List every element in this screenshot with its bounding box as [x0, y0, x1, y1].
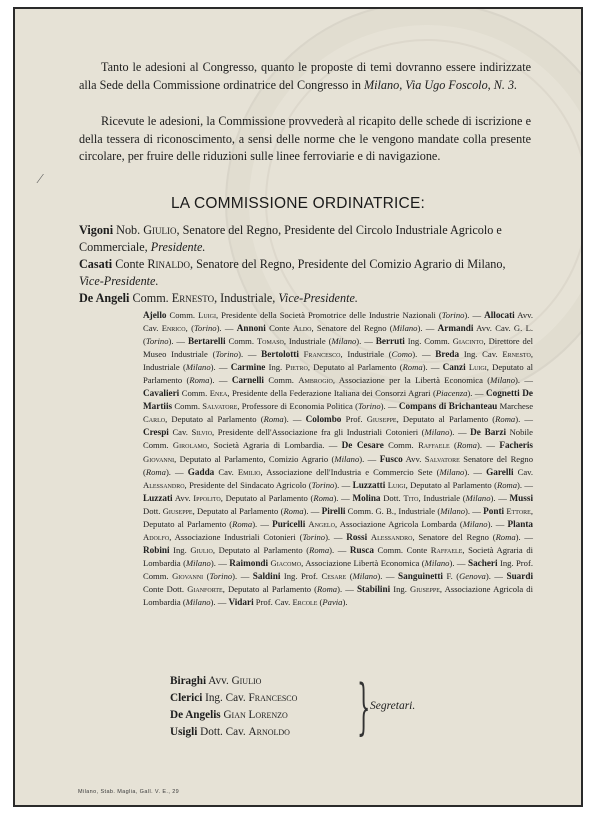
member-detail: ). —	[490, 492, 510, 503]
member-detail: Ing. Prof. Comm.	[143, 557, 533, 581]
member-first-name: Giuseppe	[366, 414, 397, 425]
member-surname: Carnelli	[231, 375, 264, 386]
member-detail: Comm.	[263, 375, 299, 386]
member-city: Roma	[402, 362, 423, 373]
secretaries-block	[170, 673, 470, 741]
member-detail: , Senatore del Regno (	[311, 323, 393, 334]
member-surname: Suardi	[506, 570, 534, 581]
member-first-name: Silvio	[191, 427, 213, 438]
member-first-name: Emilio	[237, 466, 261, 477]
member-city: Como	[391, 349, 413, 360]
brace-icon: }	[357, 672, 371, 742]
member-surname: Fusco	[379, 453, 403, 464]
member-detail: , Senatore del Regno (	[412, 531, 496, 542]
member-surname: Bertolotti	[261, 349, 299, 360]
member-surname: Bertarelli	[187, 336, 226, 347]
member-detail: , Associazione Agricola di Lombardia (	[143, 583, 533, 608]
member-detail: ). —	[210, 597, 229, 608]
member-detail: Comm. G. B., Industriale (	[345, 505, 441, 516]
member-detail: Dott.	[143, 505, 163, 516]
member-first-name: Giacinto	[452, 336, 484, 347]
member-surname: Colombo	[305, 414, 342, 425]
secretary-surname: Biraghi	[170, 675, 207, 687]
member-detail: , Presidente della Federazione Italiana dei Consorzi Agrari (	[227, 388, 436, 399]
member-city: Milano	[334, 453, 360, 464]
member-detail: (	[346, 570, 353, 581]
member-city: Milano	[185, 597, 211, 608]
member-detail: ). —	[325, 531, 347, 542]
member-detail: ).	[342, 597, 348, 608]
member-first-name: Giovanni	[143, 453, 175, 464]
member-city: Milano	[424, 557, 450, 568]
member-detail: , Presidente del Sindacato Agricolo (	[184, 479, 312, 490]
officer-position: Vice-Presidente.	[79, 274, 159, 288]
member-first-name: Giulio	[190, 544, 213, 555]
member-first-name: Giovanni	[172, 570, 204, 581]
member-first-name: Girolamo	[172, 440, 208, 451]
member-detail: ). —	[449, 427, 471, 438]
secretary-surname: Usigli	[170, 726, 198, 738]
member-surname: Breda	[435, 349, 460, 360]
member-first-name: Ernesto	[502, 349, 531, 360]
member-detail: Comm.	[166, 310, 199, 320]
member-detail: ). —	[238, 349, 262, 360]
member-surname: Rusca	[349, 544, 374, 555]
member-city: Milano	[462, 518, 488, 529]
paragraph-adhesions-text: Tanto le adesioni al Congresso, quanto le proposte di temi dovranno essere indirizzate alla Sede della Commissione ordinatrice del Congresso in	[79, 60, 531, 92]
member-surname: Compans di Brichanteau	[398, 401, 498, 412]
member-surname: De Barzi	[470, 427, 507, 438]
member-city: Roma	[309, 544, 330, 555]
member-first-name: Adolfo	[143, 531, 170, 542]
member-first-name: Tomaso	[256, 336, 284, 347]
member-detail: ). —	[380, 401, 399, 412]
member-detail: Dott.	[380, 492, 404, 503]
member-detail: Prof. Cav.	[253, 597, 293, 608]
secretary-first-name: Gian Lorenzo	[223, 709, 288, 721]
commission-heading: LA COMMISSIONE ORDINATRICE:	[170, 195, 425, 212]
member-detail: Cav.	[513, 466, 534, 477]
member-detail: Comm.	[172, 401, 203, 412]
member-detail: ). —	[334, 479, 353, 490]
member-surname: Luzzati	[143, 492, 173, 503]
member-surname: Robini	[143, 544, 170, 555]
member-city: Milano	[440, 505, 466, 516]
member-city: Milano	[439, 466, 465, 477]
secretary-surname: Clerici	[170, 692, 203, 704]
member-detail: ). —	[216, 323, 237, 334]
officer-role: , Senatore del Regno, Presidente del Circolo Industriale Agricolo e Commerciale,	[79, 223, 502, 254]
officer-role: , Industriale,	[214, 291, 279, 305]
member-detail: Ing.	[169, 544, 191, 555]
paragraph-registration-text: Ricevute le adesioni, la Commissione provvederà al ricapito delle schede di iscrizione e della tessera di riconoscimento, a sensi delle norme che le vengono mandate colla presente circolare, per fruire delle riduzioni sulle linee ferroviarie e di navigazione.	[79, 114, 531, 163]
member-detail: , Associazione per la Libertà Economica (	[332, 375, 491, 386]
member-surname: Allocati	[484, 310, 515, 320]
member-detail: Conte	[265, 323, 293, 334]
member-detail: ). —	[464, 466, 487, 477]
member-detail: Cav.	[168, 427, 192, 438]
member-detail: , Industriale (	[283, 336, 332, 347]
member-detail: , Deputato al Parlamento, Comizio Agrario (	[174, 453, 335, 464]
member-detail: ). —	[476, 440, 500, 451]
member-detail: Avv.	[172, 492, 194, 503]
member-first-name: Gianforte	[187, 583, 223, 594]
officer-surname: De Angeli	[79, 291, 130, 305]
member-detail: Ing. Prof.	[280, 570, 322, 581]
member-detail: , (	[185, 323, 194, 334]
member-city: Torino	[302, 531, 326, 542]
member-first-name: Raffaele	[418, 440, 450, 451]
member-surname: Canzi	[442, 362, 466, 373]
document-content	[15, 9, 581, 805]
member-detail: Ing.	[390, 583, 410, 594]
member-first-name: Raffaele	[430, 544, 463, 555]
member-first-name: Enea	[209, 388, 228, 399]
member-detail: Comm. Conte	[373, 544, 431, 555]
member-detail: Comm.	[179, 388, 210, 399]
member-surname: Ponti	[483, 505, 505, 516]
member-detail: ). —	[515, 375, 533, 386]
member-detail: , Deputato al Parlamento (	[222, 583, 318, 594]
member-detail: (	[203, 570, 210, 581]
member-surname: Crespi	[143, 427, 169, 438]
officer-entry	[79, 222, 531, 256]
member-city: Roma	[456, 440, 477, 451]
member-detail: Senatore del Regno (	[143, 453, 534, 477]
member-detail: , Associazione Industriali Cotonieri (	[169, 531, 303, 542]
member-surname: Vidari	[228, 597, 254, 608]
member-first-name: Aldo	[292, 323, 312, 334]
member-detail: ). —	[464, 310, 485, 320]
member-surname: Gadda	[187, 466, 215, 477]
member-surname: Molina	[352, 492, 381, 503]
officer-first-name: Giulio	[143, 223, 177, 237]
secretary-row	[170, 690, 470, 707]
member-detail: (	[449, 440, 457, 451]
member-first-name: Ettore	[506, 505, 531, 516]
member-first-name: Angelo	[308, 518, 335, 529]
member-city: Roma	[283, 505, 304, 516]
member-detail: ). —	[422, 362, 443, 373]
officer-first-name: Rinaldo	[147, 257, 191, 271]
member-detail: Nobile Comm.	[143, 427, 533, 451]
member-city: Torino	[209, 570, 233, 581]
officer-surname: Casati	[79, 257, 113, 271]
member-city: Piacenza	[435, 388, 468, 399]
member-city: Roma	[495, 414, 516, 425]
member-city: Torino	[441, 310, 465, 320]
member-detail: ). —	[485, 570, 507, 581]
member-detail: , Presidente della Società Promotrice delle Industrie Nazionali (	[216, 310, 442, 320]
member-detail: , Deputato al Parlamento (	[192, 505, 284, 516]
officer-title: Comm.	[132, 291, 169, 305]
member-detail: ). —	[412, 349, 436, 360]
member-surname: Garelli	[486, 466, 514, 477]
member-detail: , Professore di Economia Politica (	[237, 401, 359, 412]
member-surname: Pirelli	[321, 505, 346, 516]
member-surname: Saldini	[252, 570, 281, 581]
member-city: Milano	[186, 557, 211, 568]
member-first-name: Ercole	[292, 597, 318, 608]
member-detail: , Industriale (	[143, 349, 533, 373]
officer-title: Nob.	[116, 223, 141, 237]
member-detail: , Industriale (	[418, 492, 466, 503]
member-surname: Ajello	[143, 310, 167, 320]
member-detail: , Deputato al Parlamento (	[165, 414, 264, 425]
member-detail: ). —	[359, 453, 380, 464]
member-detail: ). —	[515, 531, 533, 542]
member-detail: , Presidente dell'Associazione fra gli Industriali Cotonieri (	[212, 427, 425, 438]
member-surname: De Cesare	[341, 440, 384, 451]
member-city: Genova	[459, 570, 486, 581]
secretaries-label: Segretari.	[370, 700, 416, 712]
member-detail: ). —	[517, 479, 533, 490]
member-detail: Avv. Cav.	[143, 310, 533, 334]
member-detail: ). —	[329, 544, 350, 555]
member-detail: Comm.	[225, 336, 257, 347]
member-detail: ). —	[487, 518, 508, 529]
member-first-name: Tito	[403, 492, 419, 503]
member-detail: , Direttore del Museo Industriale (	[143, 336, 534, 360]
secretary-row	[170, 673, 470, 690]
officer-entry	[79, 256, 531, 290]
member-detail: , Deputato al Parlamento (	[396, 414, 496, 425]
member-detail: (	[317, 597, 323, 608]
member-detail: Cav.	[214, 466, 238, 477]
member-detail: Marchese	[497, 401, 534, 412]
member-detail: Ing. Cav.	[459, 349, 503, 360]
member-surname: Cavalieri	[143, 388, 180, 399]
member-first-name: Salvatore	[202, 401, 238, 412]
secretary-row	[170, 707, 470, 724]
member-detail: , Deputato al Parlamento (	[405, 479, 497, 490]
member-detail: ). —	[168, 336, 188, 347]
members-list	[143, 309, 533, 609]
officer-first-name: Ernesto	[171, 291, 215, 305]
member-detail: F. (	[442, 570, 460, 581]
member-detail: , Industriale (	[340, 349, 392, 360]
member-first-name: Alessandro	[370, 531, 413, 542]
member-surname: Raimondi	[229, 557, 269, 568]
member-detail: , Deputato al Parlamento (	[220, 492, 314, 503]
member-detail: ). —	[356, 336, 376, 347]
secretary-title: Dott. Cav.	[200, 726, 246, 738]
member-detail: , Associazione Libertà Economica (	[301, 557, 425, 568]
member-surname: Stabilini	[356, 583, 391, 594]
member-detail: Conte Dott.	[143, 583, 188, 594]
member-detail: ). —	[232, 570, 253, 581]
member-first-name: Ambrogio	[298, 375, 333, 386]
member-city: Torino	[193, 323, 217, 334]
member-city: Roma	[317, 583, 338, 594]
member-detail: , Società Agraria di Lombardia. —	[207, 440, 342, 451]
member-first-name: Luigi	[468, 362, 487, 373]
member-detail: Avv. Cav. G. L. (	[143, 323, 533, 347]
member-surname: Mussi	[509, 492, 534, 503]
member-detail: , Società Agraria di Lombardia (	[143, 544, 534, 568]
member-city: Milano	[465, 492, 491, 503]
secretary-title: Ing. Cav.	[205, 692, 246, 704]
secretary-title: Avv.	[208, 675, 229, 687]
member-surname: Annoni	[236, 323, 266, 334]
paragraph-adhesions	[79, 59, 531, 94]
member-first-name: Luigi	[198, 310, 216, 320]
member-surname: Armandi	[437, 323, 474, 334]
member-first-name: Salvatore	[424, 453, 460, 464]
member-city: Roma	[313, 492, 334, 503]
member-detail: , Associazione dell'Industria e Commercio Sete (	[260, 466, 440, 477]
member-detail: ). —	[209, 375, 232, 386]
member-detail: Prof.	[341, 414, 367, 425]
member-first-name: Luigi	[387, 479, 406, 490]
member-detail: Ing. Comm.	[404, 336, 453, 347]
officer-role: , Senatore del Regno, Presidente del Comizio Agrario di Milano,	[190, 257, 506, 271]
member-surname: Cognetti De Martiis	[143, 388, 533, 412]
member-first-name: Carlo	[143, 414, 166, 425]
member-detail: ). —	[337, 583, 357, 594]
member-detail: ). —	[467, 388, 486, 399]
member-surname: Planta	[507, 518, 533, 529]
officer-surname: Vigoni	[79, 223, 114, 237]
member-city: Milano	[424, 427, 450, 438]
member-first-name: Alessandro	[143, 479, 185, 490]
ink-mark: ⁄	[39, 172, 42, 187]
member-detail: ). —	[465, 505, 484, 516]
member-city: Torino	[311, 479, 335, 490]
member-detail: ). —	[303, 505, 322, 516]
officer-position: Presidente.	[150, 240, 206, 254]
member-city: Pavia	[322, 597, 343, 608]
member-detail: , Deputato al Parlamento (	[307, 362, 403, 373]
member-detail: ). —	[252, 518, 273, 529]
member-surname: Sanguinetti	[398, 570, 443, 581]
member-city: Milano	[392, 323, 418, 334]
member-city: Roma	[495, 531, 516, 542]
member-detail: , Deputato al Parlamento (	[212, 544, 310, 555]
officer-position: Vice-Presidente.	[278, 291, 358, 305]
congress-address: Milano, Via Ugo Foscolo, N. 3.	[364, 77, 518, 92]
member-detail: , Deputato al Parlamento (	[143, 505, 533, 529]
member-detail: , Deputato al Parlamento (	[143, 362, 534, 386]
member-detail: ). —	[333, 492, 353, 503]
member-detail: Comm.	[383, 440, 419, 451]
member-city: Torino	[358, 401, 381, 412]
member-city: Roma	[189, 375, 210, 386]
member-detail: ). —	[417, 323, 438, 334]
member-first-name: Enrico	[161, 323, 186, 334]
member-detail: ). —	[283, 414, 306, 425]
member-first-name: Pietro	[285, 362, 308, 373]
member-city: Roma	[232, 518, 253, 529]
member-city: Milano	[185, 362, 211, 373]
member-surname: Facheris	[499, 440, 534, 451]
member-city: Roma	[496, 479, 518, 490]
member-detail: ). —	[165, 466, 188, 477]
member-detail: ). —	[377, 570, 399, 581]
member-detail: ). —	[515, 414, 534, 425]
officer-title: Conte	[115, 257, 145, 271]
member-surname: Luzzatti	[352, 479, 386, 490]
member-city: Milano	[331, 336, 357, 347]
member-city: Milano	[352, 570, 378, 581]
printer-note: Milano, Stab. Maglia, Gall. V. E., 29	[78, 789, 180, 795]
member-first-name: Ippolito	[193, 492, 221, 503]
member-first-name: Francesco	[303, 349, 341, 360]
member-city: Roma	[263, 414, 284, 425]
secretary-first-name: Arnoldo	[248, 726, 290, 738]
member-first-name: Giuseppe	[409, 583, 440, 594]
member-detail: ). —	[210, 557, 230, 568]
secretary-surname: De Angelis	[170, 709, 221, 721]
paragraph-registration	[79, 113, 531, 166]
member-detail: Ing.	[265, 362, 286, 373]
member-detail: Avv.	[402, 453, 425, 464]
member-city: Milano	[490, 375, 515, 386]
member-city: Torino	[215, 349, 239, 360]
member-surname: Puricelli	[272, 518, 306, 529]
member-city: Torino	[145, 336, 169, 347]
secretary-first-name: Giulio	[231, 675, 262, 687]
secretary-row	[170, 724, 470, 741]
member-detail: , Associazione Agricola Lombarda (	[334, 518, 463, 529]
member-surname: Carmine	[230, 362, 266, 373]
member-surname: Berruti	[375, 336, 405, 347]
document-frame	[13, 7, 583, 807]
member-first-name: Cesare	[321, 570, 347, 581]
officer-entry	[79, 290, 531, 307]
member-city: Roma	[145, 466, 166, 477]
member-first-name: Giuseppe	[162, 505, 193, 516]
member-detail: ). —	[210, 362, 231, 373]
secretary-first-name: Francesco	[248, 692, 298, 704]
member-detail: ). —	[449, 557, 468, 568]
member-first-name: Giacomo	[270, 557, 302, 568]
member-surname: Sacheri	[467, 557, 498, 568]
member-surname: Rossi	[346, 531, 368, 542]
